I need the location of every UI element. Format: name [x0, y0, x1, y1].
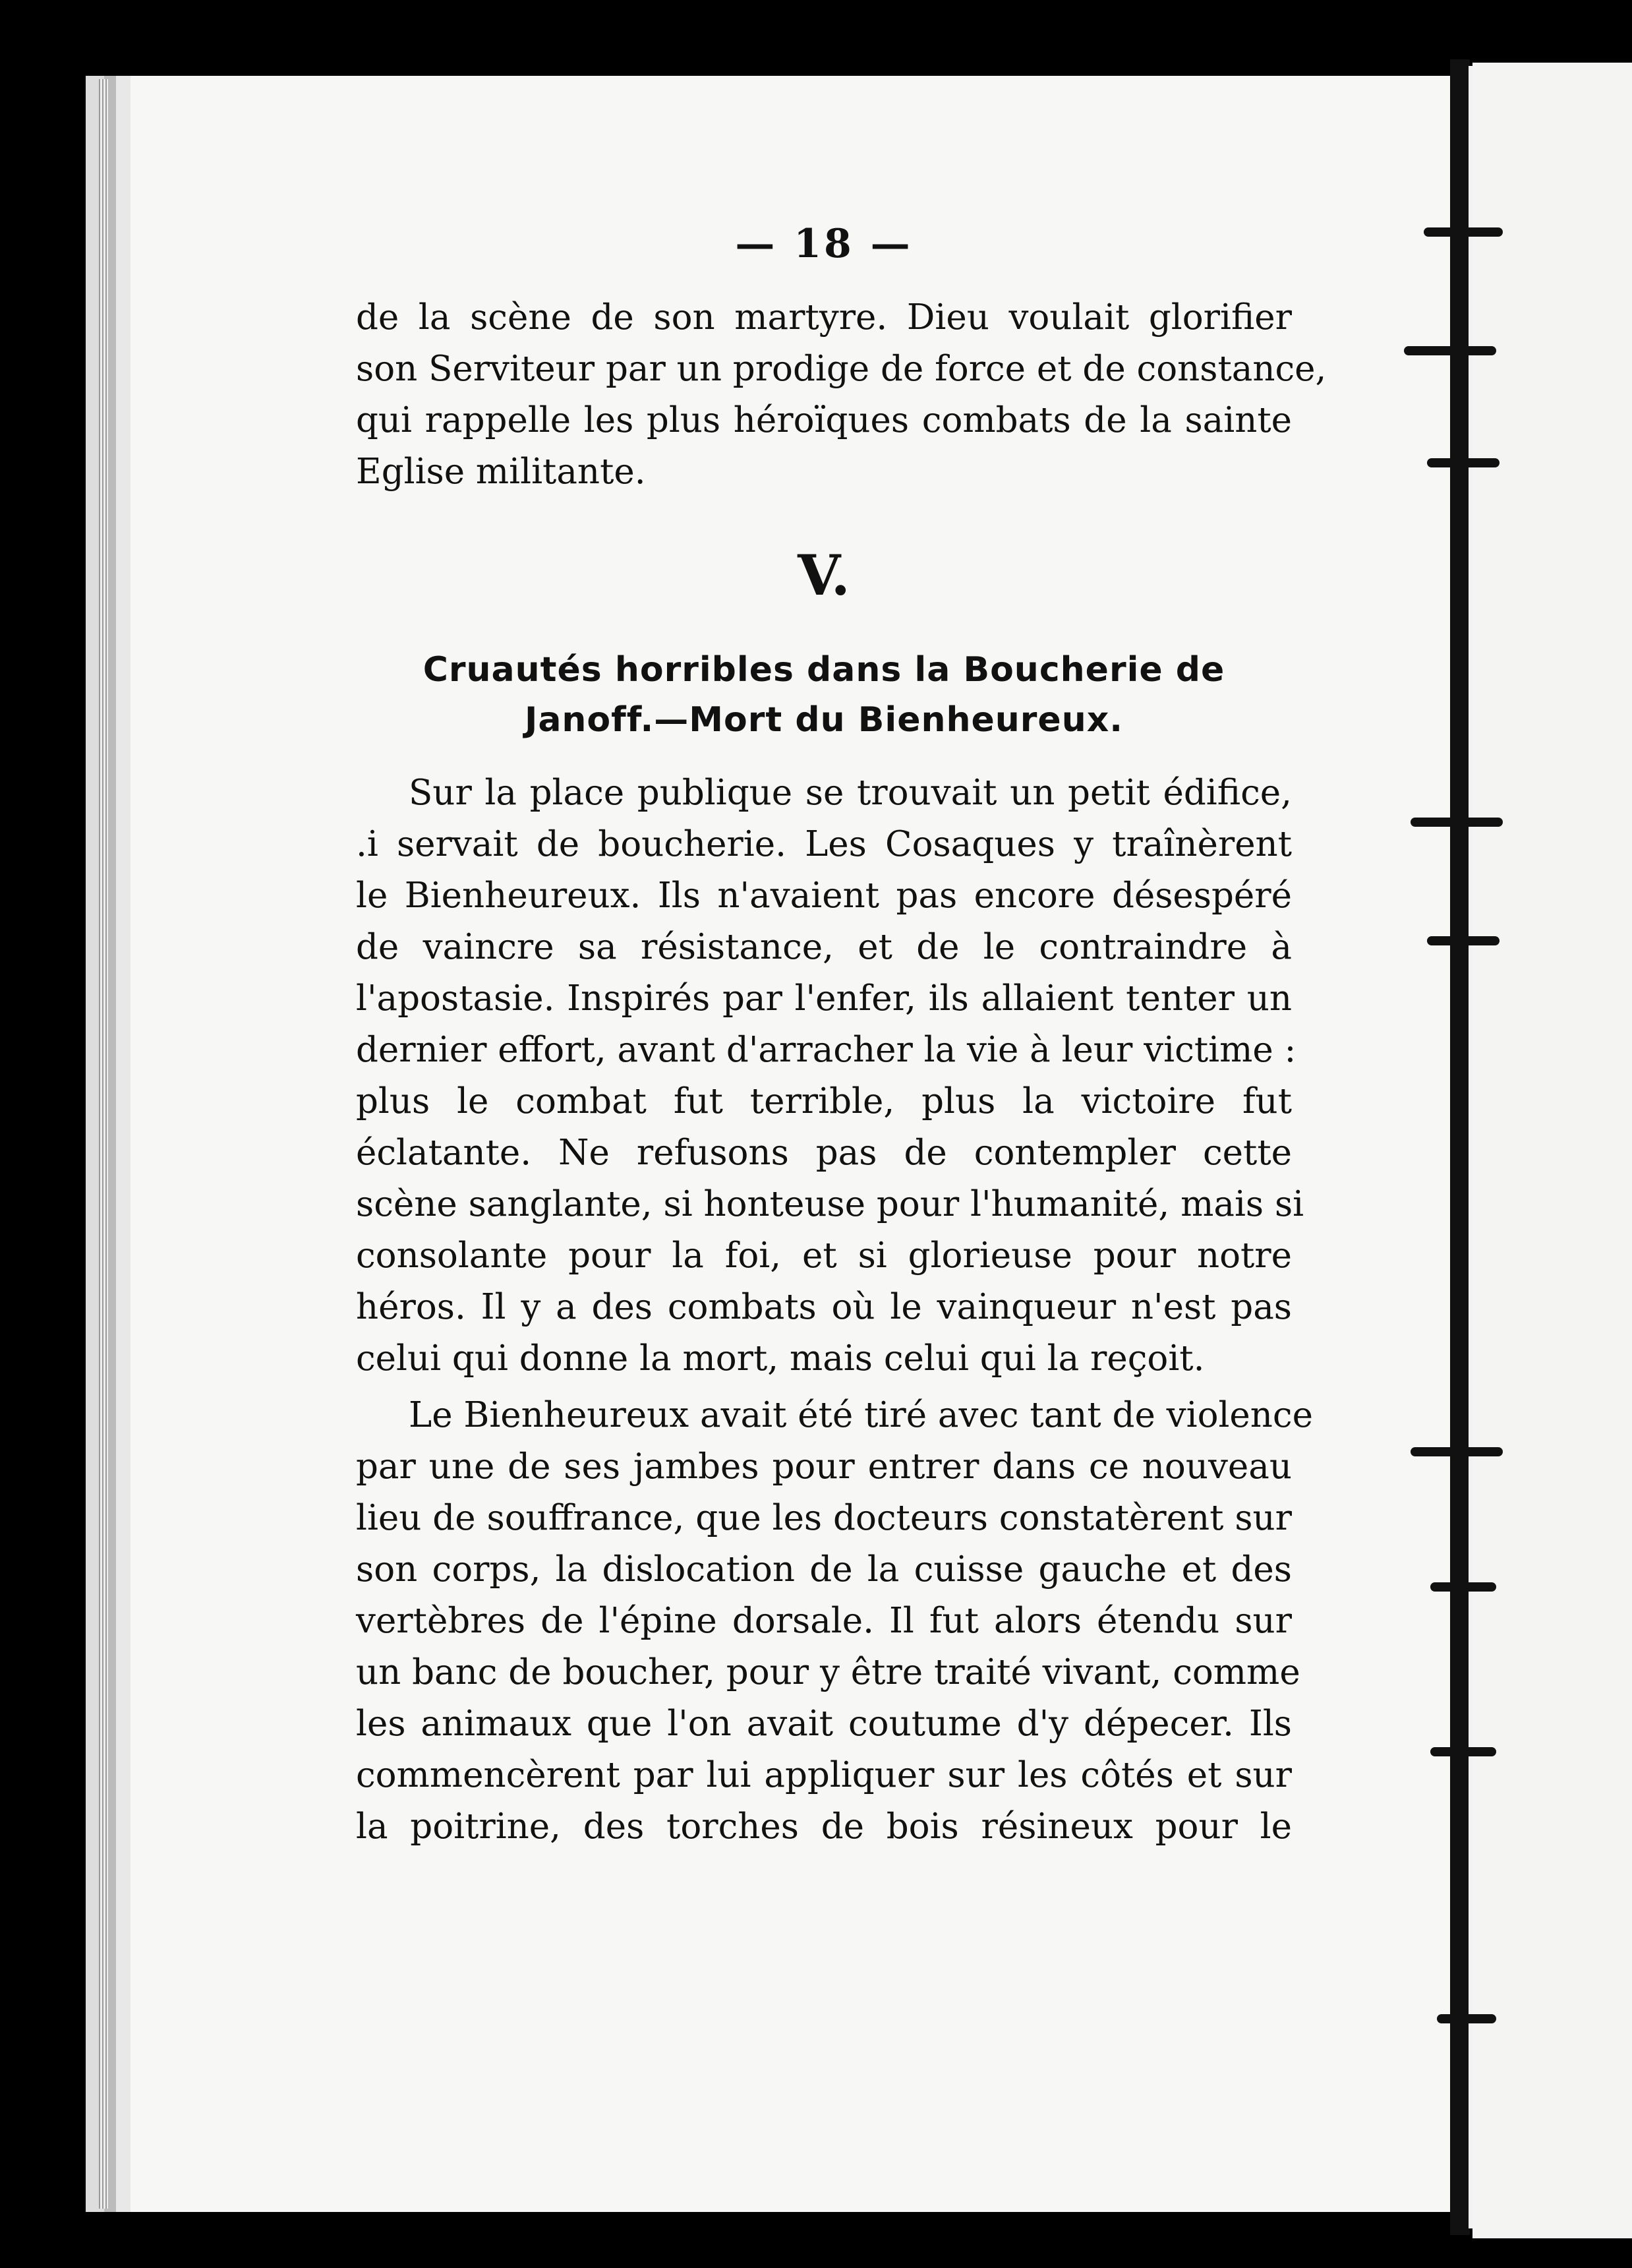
text-line: de vaincre sa résistance, et de le contraindre à — [356, 927, 1292, 967]
text-line: Sur la place publique se trouvait un petit édifice, — [409, 773, 1292, 813]
text-line: qui rappelle les plus héroïques combats de la sainte — [356, 400, 1292, 440]
text-line: son corps, la dislocation de la cuisse gauche et des — [356, 1549, 1292, 1590]
book-binding — [1450, 59, 1470, 2235]
text-line: vertèbres de l'épine dorsale. Il fut alors étendu sur — [356, 1601, 1292, 1641]
text-line: de la scène de son martyre. Dieu voulait glorifier — [356, 297, 1292, 338]
intro-paragraph — [356, 292, 1327, 498]
text-line: consolante pour la foi, et si glorieuse pour notre — [356, 1236, 1292, 1276]
text-line: Eglise militante. — [356, 452, 646, 492]
text-line: celui qui donne la mort, mais celui qui la reçoit. — [356, 1338, 1205, 1379]
text-line: Le Bienheureux avait été tiré avec tant de violence — [409, 1395, 1313, 1435]
binding-thread — [1469, 66, 1472, 2228]
binding-stitch — [1427, 458, 1500, 467]
page-text — [356, 221, 1327, 1853]
text-line: .i servait de boucherie. Les Cosaques y traînèrent — [356, 824, 1292, 864]
binding-stitch — [1411, 818, 1503, 827]
section-title — [356, 645, 1292, 745]
section-title-line: Janoff.—Mort du Bienheureux. — [524, 700, 1124, 740]
section-title-line: Cruautés horribles dans la Boucherie de — [423, 650, 1225, 690]
paragraph-2 — [356, 1390, 1313, 1853]
text-line: commencèrent par lui appliquer sur les côtés et sur — [356, 1755, 1292, 1795]
text-line: son Serviteur par un prodige de force et de constance, — [356, 349, 1327, 389]
text-line: la poitrine, des torches de bois résineux pour le — [356, 1806, 1292, 1847]
binding-stitch — [1427, 936, 1500, 945]
paragraph-1 — [356, 767, 1304, 1385]
binding-stitch — [1424, 227, 1503, 237]
binding-stitch — [1430, 1747, 1496, 1756]
text-line: plus le combat fut terrible, plus la victoire fut — [356, 1081, 1292, 1121]
text-line: l'apostasie. Inspirés par l'enfer, ils allaient tenter un — [356, 978, 1292, 1019]
text-line: les animaux que l'on avait coutume d'y dépecer. Ils — [356, 1704, 1292, 1744]
text-line: scène sanglante, si honteuse pour l'humanité, mais si — [356, 1184, 1304, 1224]
text-line: héros. Il y a des combats où le vainqueur n'est pas — [356, 1287, 1292, 1327]
page-edge-stack — [99, 79, 108, 2209]
text-line: éclatante. Ne refusons pas de contempler cette — [356, 1133, 1292, 1173]
binding-stitch — [1430, 1582, 1496, 1592]
binding-stitch — [1437, 2014, 1496, 2023]
facing-page-strip — [1472, 63, 1632, 2238]
text-line: le Bienheureux. Ils n'avaient pas encore désespéré — [356, 876, 1292, 916]
text-line: dernier effort, avant d'arracher la vie à leur victime : — [356, 1030, 1297, 1070]
text-line: un banc de boucher, pour y être traité vivant, comme — [356, 1652, 1300, 1692]
text-line: par une de ses jambes pour entrer dans ce nouveau — [356, 1447, 1292, 1487]
binding-stitch — [1411, 1447, 1503, 1456]
binding-stitch — [1404, 346, 1496, 355]
text-line: lieu de souffrance, que les docteurs constatèrent sur — [356, 1498, 1292, 1538]
page-number: — 18 — — [735, 221, 913, 267]
section-numeral: V. — [798, 543, 850, 608]
